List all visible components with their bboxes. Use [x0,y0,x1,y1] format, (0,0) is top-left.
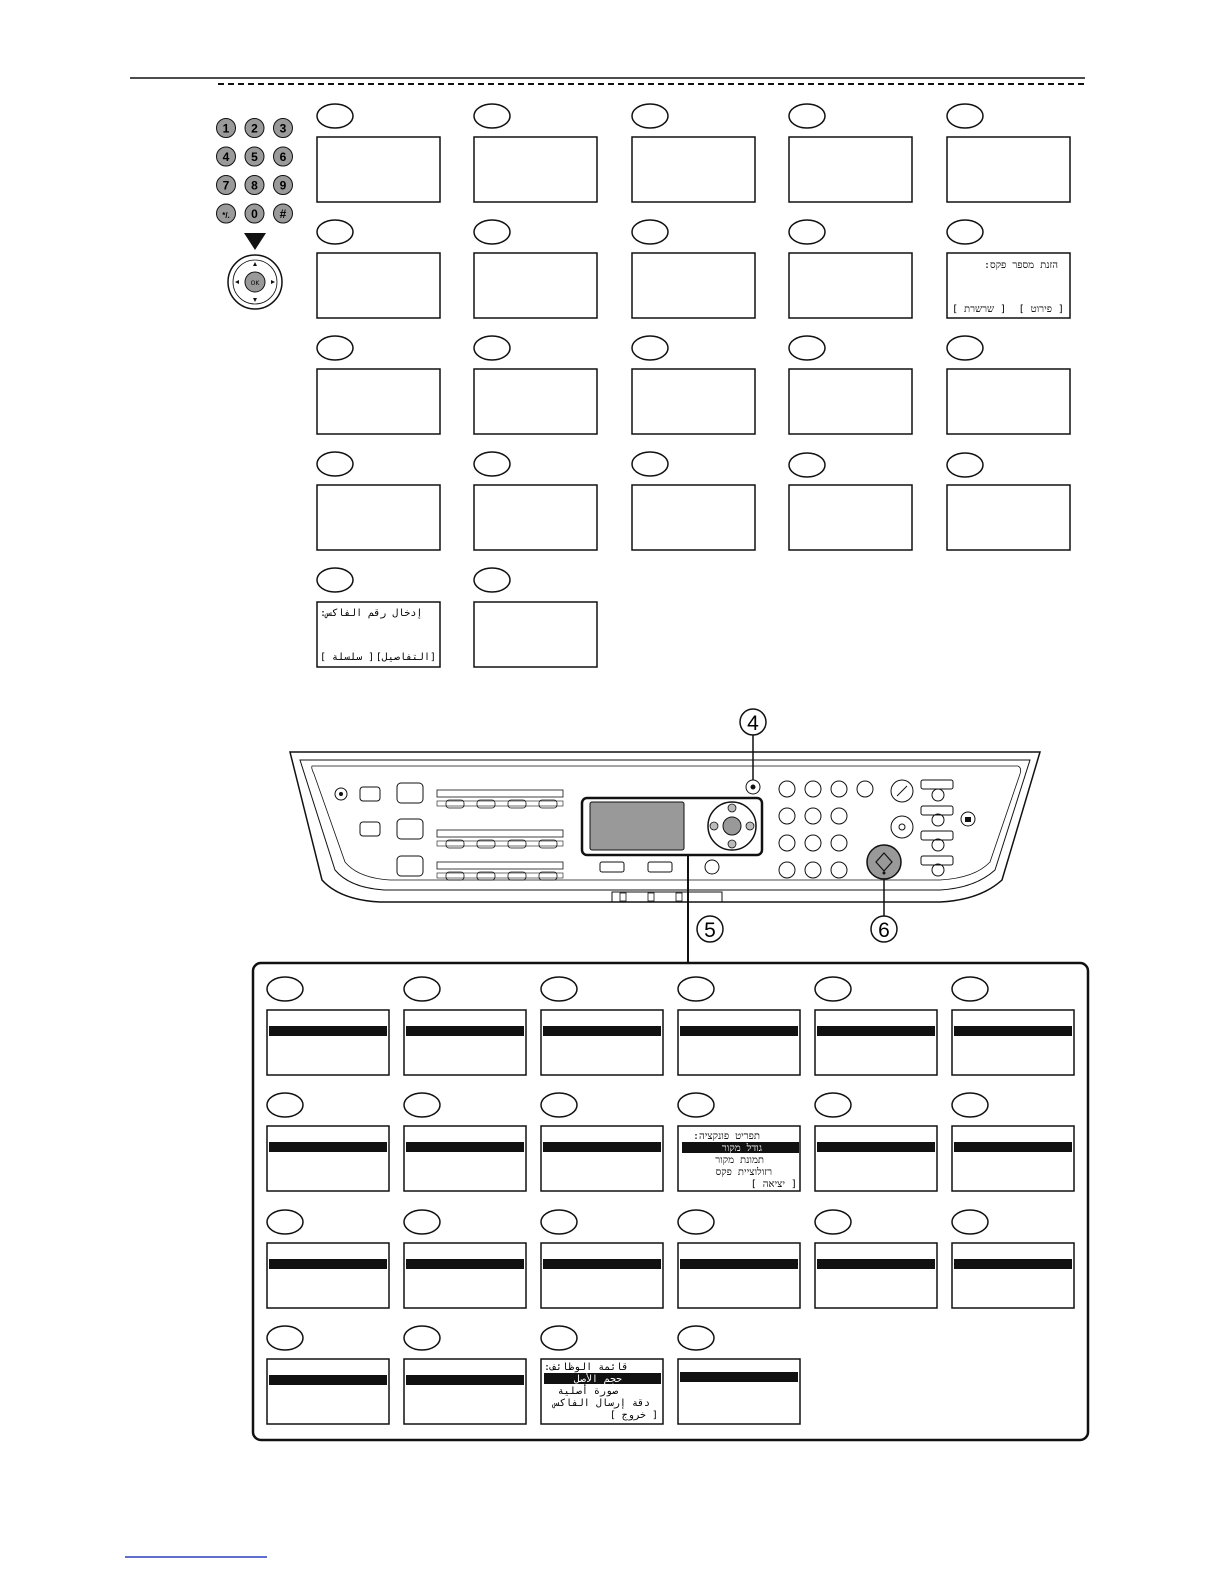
keypad-key-label: 4 [222,150,230,164]
header-rule [130,78,1085,84]
softkey-right-ar: [التفاصيل] [375,652,436,663]
highlight-bar [543,1142,661,1152]
callout-6 [871,879,897,942]
step-screen [947,369,1070,434]
step-number-oval [947,104,983,128]
function-menu-item-3-ar: دقة إرسال الفاكس [553,1398,650,1409]
step-screen [474,485,597,550]
softkey-right-he: [ פירוט ] [1018,304,1064,315]
step-number-oval [952,977,988,1001]
step-number-oval [317,452,353,476]
function-menu-arabic [544,1362,661,1421]
lower-step-screens [267,977,1074,1424]
step-number-oval [947,453,983,477]
step-screen [947,137,1070,202]
step-number-oval [789,336,825,360]
step-screen [474,137,597,202]
highlight-bar [269,1259,387,1269]
step-screen [317,137,440,202]
step-number-oval [947,336,983,360]
step-number-oval [317,220,353,244]
step-screen [317,369,440,434]
step-screen [632,485,755,550]
step-number-oval [267,977,303,1001]
highlight-bar [406,1375,524,1385]
function-menu-title-ar: :قائمة الوظائف [544,1362,629,1373]
highlight-bar [954,1142,1072,1152]
down-arrow-icon [244,233,266,250]
step-number-oval [267,1210,303,1234]
step-screen [947,485,1070,550]
function-menu-item-3-he: רזולוציית פקס [715,1167,772,1178]
keypad-key-label: 6 [279,150,287,164]
step-number-oval [952,1093,988,1117]
step-number-oval [541,1326,577,1350]
highlight-bar [680,1026,798,1036]
function-menu-title-he: :תפריט פונקציה [693,1131,760,1142]
panel-numeric-keys [779,781,873,878]
softkey-left-he: [ שרשרת ] [952,304,1007,315]
step-number-oval [789,453,825,477]
keypad-key-label: 9 [279,178,287,193]
step-screen [952,1126,1074,1191]
svg-text:5: 5 [704,919,716,942]
highlight-bar [954,1259,1072,1269]
step-number-oval [789,220,825,244]
step-screen [267,1126,389,1191]
function-menu-hebrew [682,1131,799,1190]
step-number-oval [815,1093,851,1117]
function-menu-item-1-ar: حجم الأصل [573,1374,622,1385]
function-menu-softkey-ar: [ خروج ] [609,1410,658,1421]
upper-step-screens [317,104,1070,667]
step-screen [789,253,912,318]
step-number-oval [474,220,510,244]
svg-text:4: 4 [747,712,759,735]
step-number-oval [404,977,440,1001]
enter-glyph: OK [250,280,260,287]
step-screen [632,137,755,202]
highlight-bar [269,1142,387,1152]
step-screen [404,1359,526,1424]
step-screen [815,1243,937,1308]
highlight-bar [269,1375,387,1385]
step-screen [815,1126,937,1191]
highlight-bar [817,1259,935,1269]
keypad-key-label: 2 [251,121,258,136]
fax-entry-screen-arabic [320,608,436,663]
step-number-oval [474,452,510,476]
step-number-oval [952,1210,988,1234]
function-menu-item-2-he: תמונת מקור [715,1155,764,1166]
step-number-oval [632,452,668,476]
numeric-keypad [217,119,293,224]
step-number-oval [678,1326,714,1350]
step-screen [317,485,440,550]
step-screen [952,1010,1074,1075]
step-screen [474,369,597,434]
step-number-oval [267,1326,303,1350]
function-menu-softkey-he: [ יציאה ] [750,1179,797,1190]
step-number-oval [678,1093,714,1117]
fax-entry-title-ar: :إدخال رقم الفاكس [320,608,423,619]
step-screen [789,137,912,202]
step-number-oval [404,1210,440,1234]
step-screen [541,1126,663,1191]
step-screen [632,253,755,318]
step-number-oval [947,220,983,244]
keypad-key-label: 8 [251,178,258,193]
step-number-oval [632,104,668,128]
step-screen [952,1243,1074,1308]
lcd-display [590,802,684,850]
step-screen [678,1010,800,1075]
keypad-key-label: 0 [251,207,258,221]
step-screen [267,1010,389,1075]
step-screen [541,1243,663,1308]
step-number-oval [815,977,851,1001]
highlight-bar [680,1259,798,1269]
step-number-oval [267,1093,303,1117]
navigation-pad [228,255,282,309]
function-menu-item-2-ar: صورة أصلية [557,1386,618,1397]
step-number-oval [678,1210,714,1234]
step-number-oval [474,568,510,592]
highlight-bar [543,1026,661,1036]
step-screen [815,1010,937,1075]
highlight-bar [269,1026,387,1036]
highlight-bar [406,1026,524,1036]
step-number-oval [474,104,510,128]
step-screen [678,1243,800,1308]
highlight-bar [543,1259,661,1269]
step-number-oval [404,1326,440,1350]
highlight-bar [680,1372,798,1382]
step-screen [267,1359,389,1424]
step-number-oval [404,1093,440,1117]
softkey-left-ar: [ سلسلة ] [320,652,375,663]
step-number-oval [541,1093,577,1117]
step-screen [404,1126,526,1191]
step-number-oval [474,336,510,360]
step-number-oval [541,977,577,1001]
keypad-key-label: 3 [279,121,287,136]
one-touch-keys [437,790,563,880]
step-number-oval [317,336,353,360]
highlight-bar [817,1026,935,1036]
step-screen [404,1243,526,1308]
step-screen [632,369,755,434]
keypad-key-label: */. [222,211,230,220]
highlight-bar [954,1026,1072,1036]
callout-4 [740,709,766,780]
operation-panel [290,752,1040,902]
step-screen [474,602,597,667]
fax-entry-title-he: :הזנת מספר פקס [983,260,1058,271]
step-number-oval [815,1210,851,1234]
step-screen [789,485,912,550]
step-screen [678,1359,800,1424]
step-screen [541,1010,663,1075]
step-number-oval [317,568,353,592]
step-number-oval [317,104,353,128]
highlight-bar [406,1259,524,1269]
keypad-key-label: 1 [222,121,230,136]
highlight-bar [406,1142,524,1152]
step-number-oval [789,104,825,128]
svg-text:6: 6 [878,919,890,942]
keypad-key-label: 5 [251,150,258,164]
step-number-oval [541,1210,577,1234]
highlight-bar [817,1142,935,1152]
function-menu-item-1-he: גודל מקור [721,1143,762,1154]
step-screen [317,253,440,318]
step-screen [404,1010,526,1075]
step-number-oval [678,977,714,1001]
keypad-key-label: 7 [222,178,230,193]
step-number-oval [632,220,668,244]
step-screen [789,369,912,434]
step-number-oval [632,336,668,360]
step-screen [474,253,597,318]
step-screen [267,1243,389,1308]
fax-entry-screen-hebrew [952,260,1064,315]
keypad-key-label: # [279,207,287,221]
